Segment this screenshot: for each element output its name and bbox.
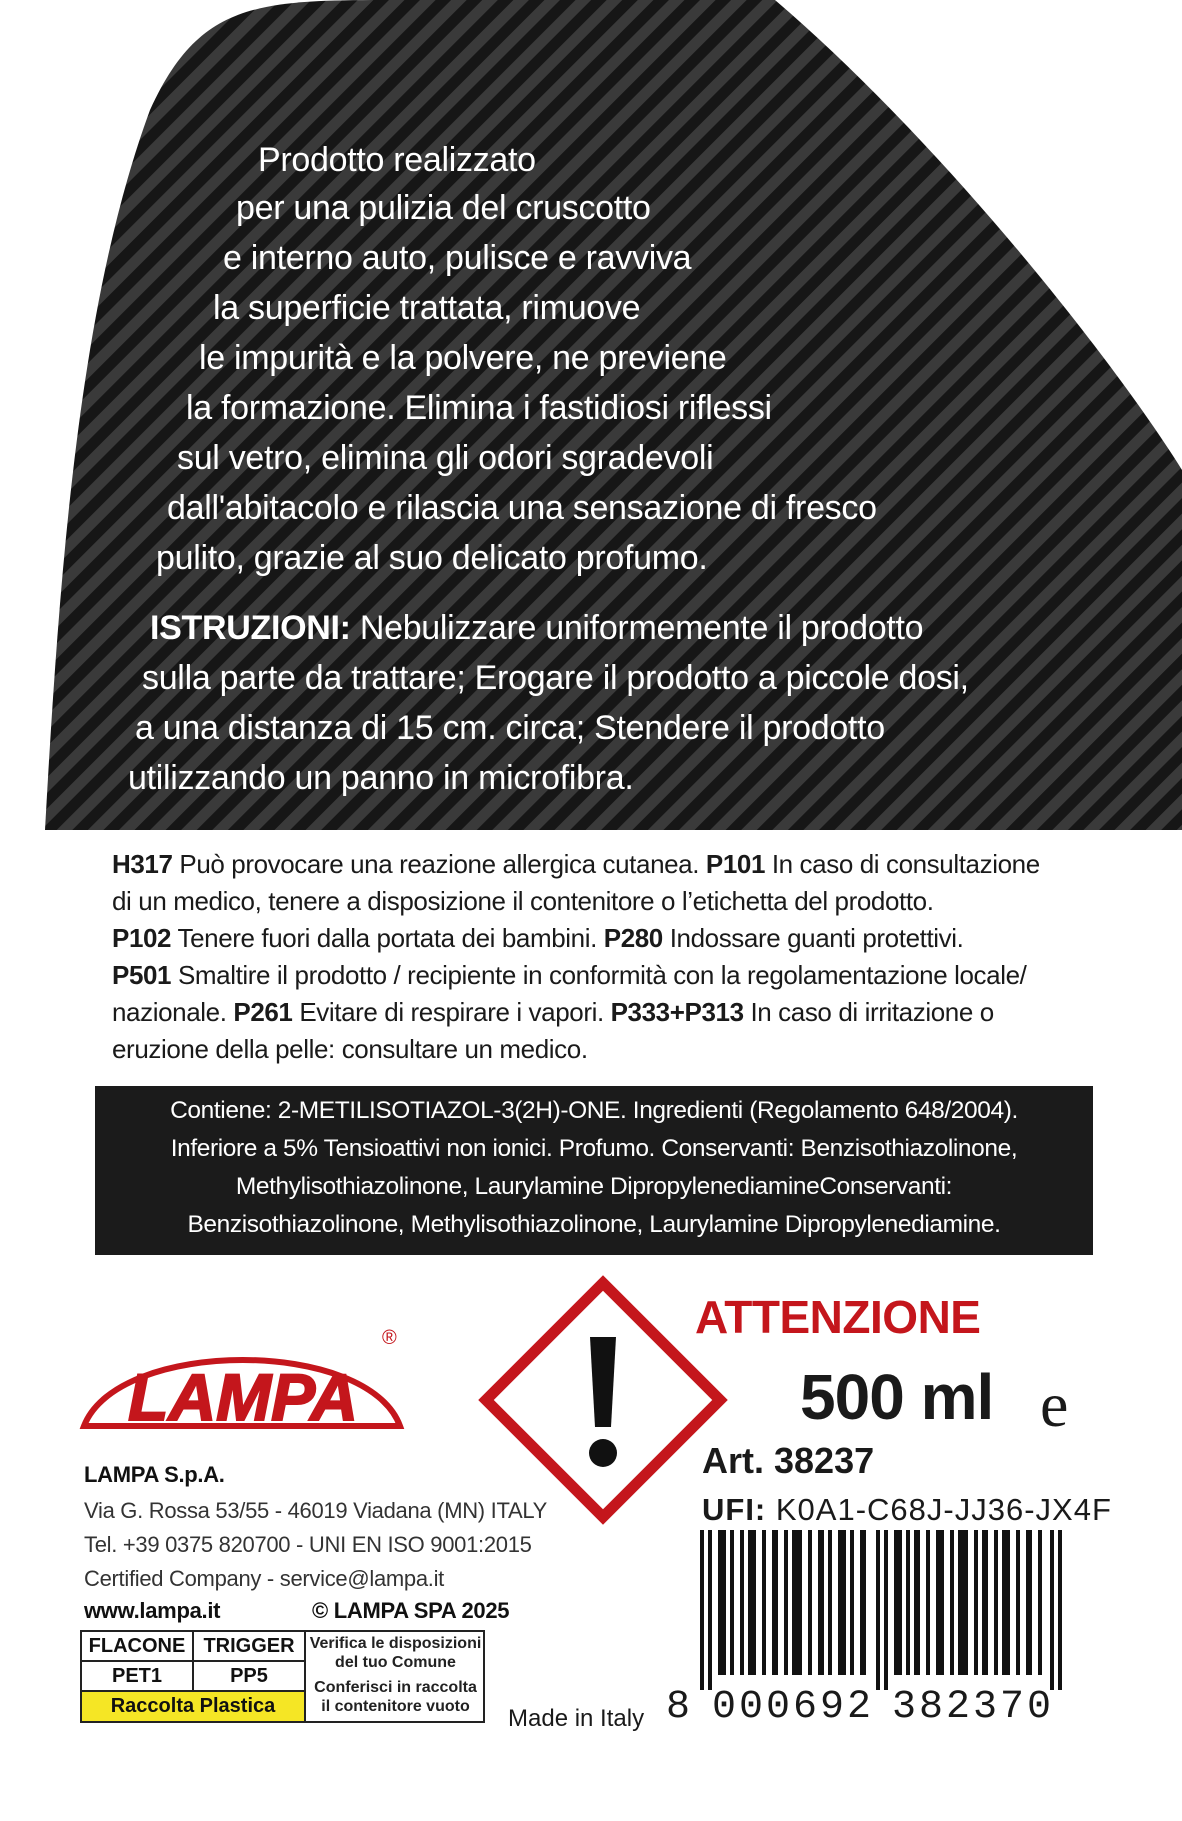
disposal-note: Verifica le disposizioni del tuo Comune bbox=[309, 1635, 482, 1671]
ingredients-line: Contiene: 2-METILISOTIAZOL-3(2H)-ONE. Ingredienti (Regolamento 648/2004). bbox=[170, 1097, 1018, 1124]
instructions-text: Nebulizzare uniformemente il prodotto bbox=[350, 609, 924, 647]
disposal-note: Conferisci in raccolta il contenitore vuoto bbox=[314, 1679, 477, 1715]
instructions-line: utilizzando un panno in microfibra. bbox=[128, 759, 634, 797]
hazard-text: nazionale. bbox=[112, 997, 234, 1027]
instructions-line: sulla parte da trattare; Erogare il prodotto a piccole dosi, bbox=[142, 659, 969, 697]
hazard-code: P333+P313 bbox=[610, 997, 744, 1027]
hazard-text: Evitare di respirare i vapori. bbox=[292, 997, 611, 1027]
estimated-sign: e bbox=[1040, 1369, 1069, 1440]
copyright: © LAMPA SPA 2025 bbox=[312, 1598, 510, 1623]
ufi-code bbox=[702, 1492, 1112, 1528]
instructions-heading: ISTRUZIONI: bbox=[150, 609, 351, 647]
ingredients-line: Methylisothiazolinone, Laurylamine DipropylenediamineConservanti: bbox=[235, 1173, 953, 1200]
barcode-first-digit: 8 bbox=[666, 1685, 691, 1730]
description-line: sul vetro, elimina gli odori sgradevoli bbox=[177, 439, 714, 477]
hazard-line bbox=[112, 957, 1026, 994]
ingredients-line: Inferiore a 5% Tensioattivi non ionici. Profumo. Conservanti: Benzisothiazolinone, bbox=[170, 1135, 1018, 1162]
logo-text: LAMPA bbox=[128, 1360, 358, 1434]
registered-mark: ® bbox=[382, 1327, 397, 1349]
company-name: LAMPA S.p.A. bbox=[84, 1462, 225, 1487]
company-address: Via G. Rossa 53/55 - 46019 Viadana (MN) ITALY bbox=[84, 1498, 548, 1523]
hazard-text: In caso di consultazione bbox=[765, 849, 1040, 879]
ingredients-line: Benzisothiazolinone, Methylisothiazolinone, Laurylamine Dipropylenediamine. bbox=[187, 1211, 1001, 1238]
hazard-code: P501 bbox=[112, 960, 172, 990]
product-volume: 500 ml bbox=[800, 1361, 994, 1433]
hazard-line: eruzione della pelle: consultare un medico. bbox=[112, 1034, 588, 1064]
description-line: le impurità e la polvere, ne previene bbox=[199, 339, 727, 377]
barcode-right-digits: 382370 bbox=[892, 1685, 1055, 1730]
instructions-line: a una distanza di 15 cm. circa; Stendere il prodotto bbox=[135, 709, 885, 747]
description-line: e interno auto, pulisce e ravviva bbox=[223, 239, 692, 277]
description-line: Prodotto realizzato bbox=[258, 141, 536, 179]
collection-label: Raccolta Plastica bbox=[82, 1692, 306, 1721]
hazard-line bbox=[112, 920, 963, 957]
exclamation-mark-hazard-icon bbox=[478, 1275, 728, 1525]
lampa-logo bbox=[78, 1330, 408, 1440]
description-line: pulito, grazie al suo delicato profumo. bbox=[156, 539, 708, 577]
recycling-header: FLACONE bbox=[82, 1632, 194, 1662]
ingredients-box bbox=[95, 1086, 1093, 1255]
barcode bbox=[700, 1530, 1100, 1690]
company-phone: Tel. +39 0375 820700 - UNI EN ISO 9001:2015 bbox=[84, 1532, 532, 1557]
description-line: la superficie trattata, rimuove bbox=[213, 289, 641, 327]
hazard-line bbox=[112, 994, 994, 1031]
description-line: per una pulizia del cruscotto bbox=[236, 189, 651, 227]
ufi-label: UFI: bbox=[702, 1492, 767, 1527]
recycling-table bbox=[80, 1630, 485, 1723]
hazard-code: P261 bbox=[233, 997, 293, 1027]
company-certified: Certified Company - service@lampa.it bbox=[84, 1566, 444, 1591]
hazard-text: Tenere fuori dalla portata dei bambini. bbox=[171, 923, 604, 953]
hazard-code: P280 bbox=[603, 923, 663, 953]
hazard-text: In caso di irritazione o bbox=[743, 997, 994, 1027]
hazard-line: di un medico, tenere a disposizione il contenitore o l’etichetta del prodotto. bbox=[112, 886, 934, 916]
recycling-value: PET1 bbox=[82, 1662, 194, 1692]
made-in-italy: Made in Italy bbox=[508, 1705, 645, 1732]
instructions-line bbox=[150, 608, 923, 648]
description-line: la formazione. Elimina i fastidiosi riflessi bbox=[186, 389, 772, 427]
hazard-line bbox=[112, 846, 1040, 883]
recycling-value: PP5 bbox=[194, 1662, 306, 1692]
hazard-text: Indossare guanti protettivi. bbox=[662, 923, 964, 953]
hazard-code: P101 bbox=[705, 849, 766, 879]
description-line: dall'abitacolo e rilascia una sensazione di fresco bbox=[167, 489, 877, 527]
recycling-header: TRIGGER bbox=[194, 1632, 306, 1662]
signal-word: ATTENZIONE bbox=[695, 1291, 981, 1343]
hazard-code: P102 bbox=[112, 923, 172, 953]
barcode-left-digits: 000692 bbox=[712, 1685, 875, 1730]
hazard-code: H317 bbox=[112, 849, 173, 879]
hazard-text: Smaltire il prodotto / recipiente in conformità con la regolamentazione locale/ bbox=[171, 960, 1027, 990]
hazard-text: Può provocare una reazione allergica cutanea. bbox=[172, 849, 706, 879]
company-website[interactable]: www.lampa.it bbox=[84, 1598, 221, 1623]
ufi-value: K0A1-C68J-JJ36-JX4F bbox=[766, 1492, 1112, 1527]
article-number: Art. 38237 bbox=[702, 1440, 875, 1481]
